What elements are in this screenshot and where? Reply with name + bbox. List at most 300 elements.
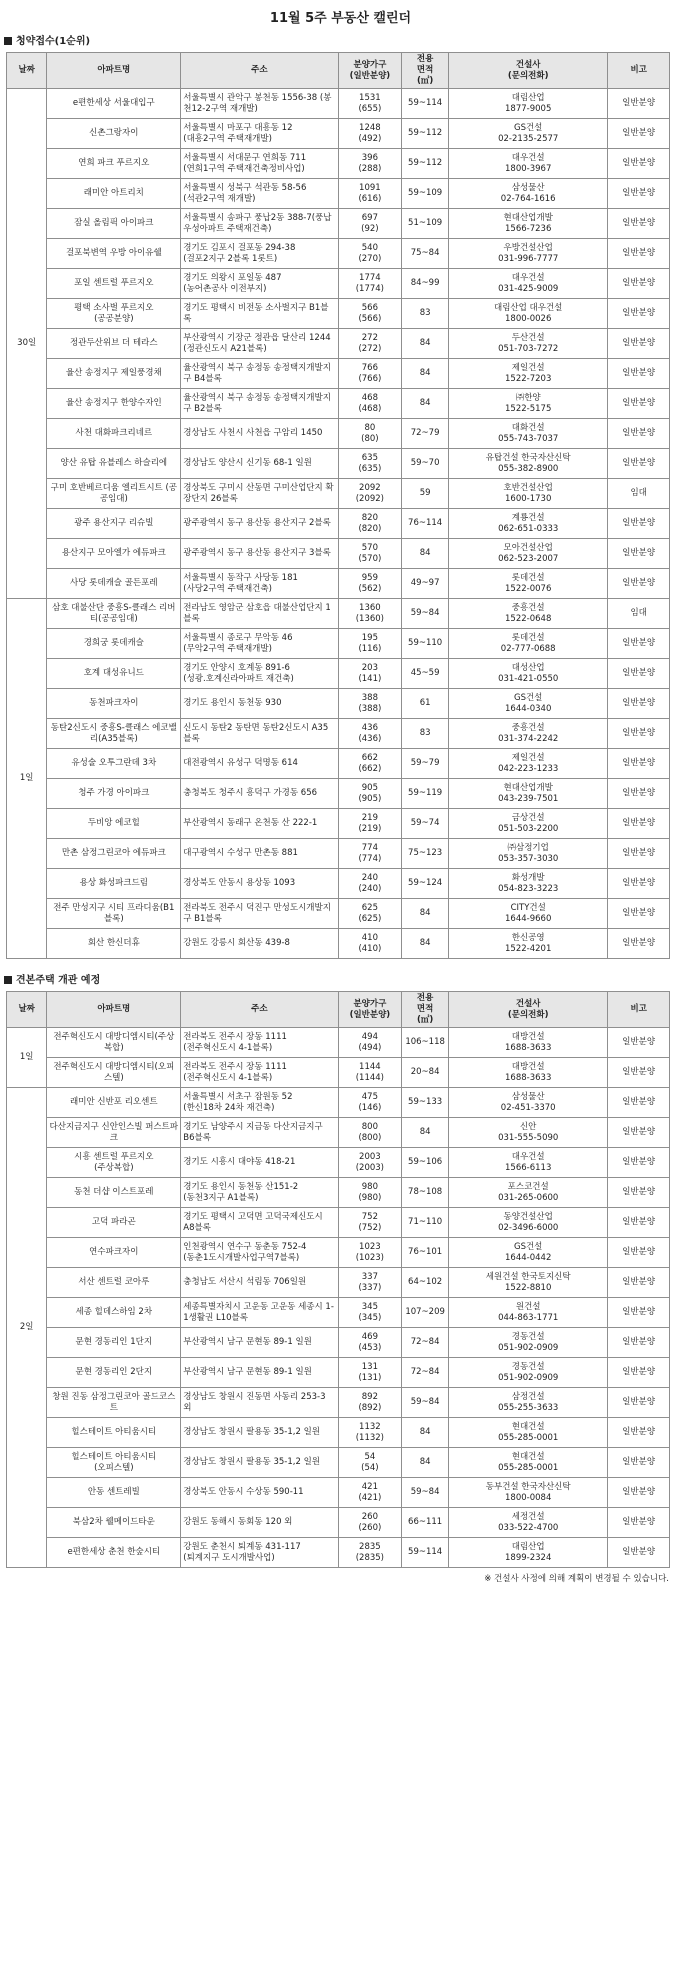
note-cell: 일반분양 bbox=[608, 419, 670, 449]
builder-cell: 세원건설 한국토지신탁 1522-8810 bbox=[449, 1268, 608, 1298]
header-note: 비고 bbox=[608, 992, 670, 1028]
header-builder: 건설사 (문의전화) bbox=[449, 992, 608, 1028]
area-cell: 84 bbox=[402, 1418, 449, 1448]
model-house-table bbox=[6, 991, 670, 1568]
builder-cell: 한신공영 1522-4201 bbox=[449, 929, 608, 959]
area-cell: 59~112 bbox=[402, 149, 449, 179]
apt-cell: 동천파크자이 bbox=[47, 689, 181, 719]
addr-cell: 율산광역시 북구 송정동 송정택지개발지구 B2블록 bbox=[181, 389, 338, 419]
table-row bbox=[7, 1208, 670, 1238]
note-cell: 일반분양 bbox=[608, 1178, 670, 1208]
apt-cell: 동천 더샵 이스트포레 bbox=[47, 1178, 181, 1208]
note-cell: 일반분양 bbox=[608, 1358, 670, 1388]
builder-cell: 대우건설 031-425-9009 bbox=[449, 269, 608, 299]
apt-cell: 힐스테이트 아티움시티 (오피스텔) bbox=[47, 1448, 181, 1478]
builder-cell: 모아건설산업 062-523-2007 bbox=[449, 539, 608, 569]
area-cell: 59 bbox=[402, 479, 449, 509]
table-row bbox=[7, 1358, 670, 1388]
units-cell: 820 (820) bbox=[338, 509, 402, 539]
note-cell: 일반분양 bbox=[608, 329, 670, 359]
units-cell: 469 (453) bbox=[338, 1328, 402, 1358]
units-cell: 396 (288) bbox=[338, 149, 402, 179]
builder-cell: 대우건설 1800-3967 bbox=[449, 149, 608, 179]
units-cell: 540 (270) bbox=[338, 239, 402, 269]
units-cell: 436 (436) bbox=[338, 719, 402, 749]
addr-cell: 세종특별자치시 고운동 고운동 세종시 1-1생활권 L10블록 bbox=[181, 1298, 338, 1328]
note-cell: 일반분양 bbox=[608, 89, 670, 119]
date-cell: 2일 bbox=[7, 1088, 47, 1568]
builder-cell: 원건설 044-863-1771 bbox=[449, 1298, 608, 1328]
units-cell: 260 (260) bbox=[338, 1508, 402, 1538]
header-area: 전용 면적 (㎡) bbox=[402, 53, 449, 89]
table-row bbox=[7, 569, 670, 599]
builder-cell: 세정건설 033-522-4700 bbox=[449, 1508, 608, 1538]
area-cell: 84 bbox=[402, 389, 449, 419]
table-row bbox=[7, 1238, 670, 1268]
area-cell: 59~110 bbox=[402, 629, 449, 659]
apt-cell: e편한세상 춘천 한숲시티 bbox=[47, 1538, 181, 1568]
table-row bbox=[7, 119, 670, 149]
addr-cell: 서울특별시 서초구 잠원동 52 (한신18차 24차 재건축) bbox=[181, 1088, 338, 1118]
area-cell: 64~102 bbox=[402, 1268, 449, 1298]
area-cell: 59~70 bbox=[402, 449, 449, 479]
section1-heading: 청약접수(1순위) bbox=[0, 32, 681, 52]
note-cell: 일반분양 bbox=[608, 1478, 670, 1508]
addr-cell: 서울특별시 송파구 풍납2동 388-7(풍납우성아파트 주택재건축) bbox=[181, 209, 338, 239]
units-cell: 421 (421) bbox=[338, 1478, 402, 1508]
area-cell: 59~84 bbox=[402, 1388, 449, 1418]
area-cell: 75~123 bbox=[402, 839, 449, 869]
units-cell: 1023 (1023) bbox=[338, 1238, 402, 1268]
builder-cell: 롯데건설 02-777-0688 bbox=[449, 629, 608, 659]
header-builder: 건설사 (문의전화) bbox=[449, 53, 608, 89]
apt-cell: 유성술 오투그란데 3차 bbox=[47, 749, 181, 779]
units-cell: 468 (468) bbox=[338, 389, 402, 419]
note-cell: 일반분양 bbox=[608, 179, 670, 209]
table-row bbox=[7, 419, 670, 449]
builder-cell: 대림산업 1877-9005 bbox=[449, 89, 608, 119]
area-cell: 84~99 bbox=[402, 269, 449, 299]
area-cell: 76~114 bbox=[402, 509, 449, 539]
header-addr: 주소 bbox=[181, 53, 338, 89]
apt-cell: 양산 유탑 유블레스 하슬리에 bbox=[47, 449, 181, 479]
units-cell: 625 (625) bbox=[338, 899, 402, 929]
note-cell: 일반분양 bbox=[608, 1208, 670, 1238]
units-cell: 219 (219) bbox=[338, 809, 402, 839]
addr-cell: 충청남도 서산시 석림동 706일원 bbox=[181, 1268, 338, 1298]
date-cell: 1일 bbox=[7, 599, 47, 959]
note-cell: 일반분양 bbox=[608, 1508, 670, 1538]
addr-cell: 서울특별시 종로구 무악동 46 (무악2구역 주택재개발) bbox=[181, 629, 338, 659]
builder-cell: ㈜한양 1522-5175 bbox=[449, 389, 608, 419]
note-cell: 일반분양 bbox=[608, 839, 670, 869]
addr-cell: 율산광역시 북구 송정동 송정택지개발지구 B4블록 bbox=[181, 359, 338, 389]
table-row bbox=[7, 539, 670, 569]
apt-cell: 서산 센트럴 코아루 bbox=[47, 1268, 181, 1298]
apt-cell: 두비앙 에코힐 bbox=[47, 809, 181, 839]
units-cell: 980 (980) bbox=[338, 1178, 402, 1208]
table-row bbox=[7, 209, 670, 239]
addr-cell: 강원도 동해시 동회동 120 외 bbox=[181, 1508, 338, 1538]
addr-cell: 부산광역시 동래구 온천동 산 222-1 bbox=[181, 809, 338, 839]
addr-cell: 경기도 용인시 동천동 930 bbox=[181, 689, 338, 719]
table-row bbox=[7, 899, 670, 929]
units-cell: 80 (80) bbox=[338, 419, 402, 449]
apt-cell: 문현 경동리인 2단지 bbox=[47, 1358, 181, 1388]
builder-cell: 포스코건설 031-265-0600 bbox=[449, 1178, 608, 1208]
note-cell: 일반분양 bbox=[608, 569, 670, 599]
apt-cell: 사당 롯데캐슬 골든포레 bbox=[47, 569, 181, 599]
units-cell: 345 (345) bbox=[338, 1298, 402, 1328]
header-apt: 아파트명 bbox=[47, 992, 181, 1028]
apt-cell: 걸포북변역 우방 아이유쉘 bbox=[47, 239, 181, 269]
table-row bbox=[7, 1088, 670, 1118]
addr-cell: 경기도 남양주시 지금동 다산지금지구 B6블록 bbox=[181, 1118, 338, 1148]
units-cell: 240 (240) bbox=[338, 869, 402, 899]
table-row bbox=[7, 1178, 670, 1208]
builder-cell: 화성개발 054-823-3223 bbox=[449, 869, 608, 899]
units-cell: 475 (146) bbox=[338, 1088, 402, 1118]
units-cell: 635 (635) bbox=[338, 449, 402, 479]
note-cell: 임대 bbox=[608, 599, 670, 629]
addr-cell: 전라북도 전주시 장동 1111 (전주혁신도시 4-1블록) bbox=[181, 1058, 338, 1088]
header-date: 날짜 bbox=[7, 53, 47, 89]
note-cell: 일반분양 bbox=[608, 1298, 670, 1328]
builder-cell: CITY건설 1644-9660 bbox=[449, 899, 608, 929]
units-cell: 337 (337) bbox=[338, 1268, 402, 1298]
addr-cell: 서울특별시 동작구 사당동 181 (사당2구역 주택재건축) bbox=[181, 569, 338, 599]
addr-cell: 광주광역시 동구 용산동 용산지구 2블록 bbox=[181, 509, 338, 539]
units-cell: 570 (570) bbox=[338, 539, 402, 569]
builder-cell: 대림산업 대우건설 1800-0026 bbox=[449, 299, 608, 329]
table-row bbox=[7, 1478, 670, 1508]
units-cell: 2835 (2835) bbox=[338, 1538, 402, 1568]
area-cell: 59~124 bbox=[402, 869, 449, 899]
area-cell: 71~110 bbox=[402, 1208, 449, 1238]
note-cell: 일반분양 bbox=[608, 1088, 670, 1118]
apt-cell: 광주 용산지구 리슈빌 bbox=[47, 509, 181, 539]
apt-cell: 회산 한신더휴 bbox=[47, 929, 181, 959]
area-cell: 59~112 bbox=[402, 119, 449, 149]
area-cell: 59~79 bbox=[402, 749, 449, 779]
area-cell: 84 bbox=[402, 359, 449, 389]
note-cell: 일반분양 bbox=[608, 719, 670, 749]
addr-cell: 경상남도 창원시 팔용동 35-1,2 일원 bbox=[181, 1448, 338, 1478]
builder-cell: 대화건설 055-743-7037 bbox=[449, 419, 608, 449]
apt-cell: 용상 화성파크드림 bbox=[47, 869, 181, 899]
table-row bbox=[7, 749, 670, 779]
area-cell: 20~84 bbox=[402, 1058, 449, 1088]
builder-cell: 현대건설 055-285-0001 bbox=[449, 1448, 608, 1478]
table-row bbox=[7, 659, 670, 689]
builder-cell: 대우건설 1566-6113 bbox=[449, 1148, 608, 1178]
addr-cell: 강원도 강릉시 회산동 439-8 bbox=[181, 929, 338, 959]
table-row bbox=[7, 629, 670, 659]
note-cell: 일반분양 bbox=[608, 1148, 670, 1178]
area-cell: 45~59 bbox=[402, 659, 449, 689]
apt-cell: 북삼2차 웰메이드타운 bbox=[47, 1508, 181, 1538]
note-cell: 일반분양 bbox=[608, 1328, 670, 1358]
addr-cell: 경상남도 양산시 신기동 68-1 일원 bbox=[181, 449, 338, 479]
area-cell: 83 bbox=[402, 299, 449, 329]
note-cell: 일반분양 bbox=[608, 509, 670, 539]
area-cell: 76~101 bbox=[402, 1238, 449, 1268]
table-row bbox=[7, 1448, 670, 1478]
builder-cell: 제일건설 1522-7203 bbox=[449, 359, 608, 389]
apt-cell: 연수파크자이 bbox=[47, 1238, 181, 1268]
apt-cell: e편한세상 서울대입구 bbox=[47, 89, 181, 119]
builder-cell: 대방건설 1688-3633 bbox=[449, 1058, 608, 1088]
footnote: ※ 건설사 사정에 의해 계획이 변경될 수 있습니다. bbox=[484, 1574, 669, 1584]
section2-heading: 견본주택 개관 예정 bbox=[0, 971, 681, 991]
area-cell: 78~108 bbox=[402, 1178, 449, 1208]
builder-cell: 우방건설산업 031-996-7777 bbox=[449, 239, 608, 269]
area-cell: 107~209 bbox=[402, 1298, 449, 1328]
note-cell: 일반분양 bbox=[608, 1028, 670, 1058]
addr-cell: 신도시 동탄2 동탄면 동탄2신도시 A35블록 bbox=[181, 719, 338, 749]
builder-cell: GS건설 02-2135-2577 bbox=[449, 119, 608, 149]
builder-cell: 삼성물산 02-764-1616 bbox=[449, 179, 608, 209]
note-cell: 일반분양 bbox=[608, 629, 670, 659]
builder-cell: ㈜삼정기업 053-357-3030 bbox=[449, 839, 608, 869]
units-cell: 892 (892) bbox=[338, 1388, 402, 1418]
table-row bbox=[7, 449, 670, 479]
note-cell: 일반분양 bbox=[608, 869, 670, 899]
area-cell: 84 bbox=[402, 539, 449, 569]
units-cell: 752 (752) bbox=[338, 1208, 402, 1238]
builder-cell: 계룡건설 062-651-0333 bbox=[449, 509, 608, 539]
note-cell: 일반분양 bbox=[608, 689, 670, 719]
note-cell: 일반분양 bbox=[608, 239, 670, 269]
table-row bbox=[7, 839, 670, 869]
area-cell: 59~109 bbox=[402, 179, 449, 209]
table-row bbox=[7, 269, 670, 299]
addr-cell: 경상북도 구미시 산동면 구미산업단지 확장단지 26블록 bbox=[181, 479, 338, 509]
units-cell: 1144 (1144) bbox=[338, 1058, 402, 1088]
builder-cell: 신안 031-555-5090 bbox=[449, 1118, 608, 1148]
builder-cell: 삼성물산 02-451-3370 bbox=[449, 1088, 608, 1118]
addr-cell: 전라남도 영암군 삼호읍 대불산업단지 1블록 bbox=[181, 599, 338, 629]
table-row bbox=[7, 599, 670, 629]
units-cell: 905 (905) bbox=[338, 779, 402, 809]
addr-cell: 경상남도 사천시 사천읍 구암리 1450 bbox=[181, 419, 338, 449]
units-cell: 800 (800) bbox=[338, 1118, 402, 1148]
builder-cell: 동부건설 한국자산신탁 1800-0084 bbox=[449, 1478, 608, 1508]
area-cell: 106~118 bbox=[402, 1028, 449, 1058]
addr-cell: 광주광역시 동구 용산동 용산지구 3블록 bbox=[181, 539, 338, 569]
units-cell: 697 (92) bbox=[338, 209, 402, 239]
note-cell: 일반분양 bbox=[608, 929, 670, 959]
addr-cell: 강원도 춘천시 퇴계동 431-117 (퇴계지구 도시개발사업) bbox=[181, 1538, 338, 1568]
note-cell: 일반분양 bbox=[608, 779, 670, 809]
apt-cell: 창원 진동 삼정그린코아 골드코스트 bbox=[47, 1388, 181, 1418]
note-cell: 일반분양 bbox=[608, 1118, 670, 1148]
apt-cell: 래미안 아트리치 bbox=[47, 179, 181, 209]
addr-cell: 경상남도 창원시 팔용동 35-1,2 일원 bbox=[181, 1418, 338, 1448]
area-cell: 84 bbox=[402, 1448, 449, 1478]
apt-cell: 청주 가경 아이파크 bbox=[47, 779, 181, 809]
builder-cell: 대림산업 1899-2324 bbox=[449, 1538, 608, 1568]
apt-cell: 세종 힐데스하임 2차 bbox=[47, 1298, 181, 1328]
apt-cell: 다산지금지구 신안인스빌 퍼스트파크 bbox=[47, 1118, 181, 1148]
units-cell: 2092 (2092) bbox=[338, 479, 402, 509]
table-row bbox=[7, 89, 670, 119]
area-cell: 84 bbox=[402, 899, 449, 929]
area-cell: 83 bbox=[402, 719, 449, 749]
area-cell: 59~133 bbox=[402, 1088, 449, 1118]
units-cell: 494 (494) bbox=[338, 1028, 402, 1058]
area-cell: 59~84 bbox=[402, 599, 449, 629]
table-row bbox=[7, 179, 670, 209]
apt-cell: 만촌 삼정그린코아 에듀파크 bbox=[47, 839, 181, 869]
addr-cell: 서울특별시 서대문구 연희동 711 (연희1구역 주택재건축정비사업) bbox=[181, 149, 338, 179]
addr-cell: 대구광역시 수성구 만촌동 881 bbox=[181, 839, 338, 869]
table-row bbox=[7, 329, 670, 359]
builder-cell: GS건설 1644-0340 bbox=[449, 689, 608, 719]
addr-cell: 서울특별시 관악구 봉천동 1556-38 (봉천12-2구역 재개발) bbox=[181, 89, 338, 119]
table-row bbox=[7, 1058, 670, 1088]
addr-cell: 서울특별시 마포구 대흥동 12 (대흥2구역 주택재개발) bbox=[181, 119, 338, 149]
square-bullet-icon bbox=[4, 976, 12, 984]
table-row bbox=[7, 779, 670, 809]
note-cell: 일반분양 bbox=[608, 149, 670, 179]
note-cell: 일반분양 bbox=[608, 1448, 670, 1478]
table-row bbox=[7, 1118, 670, 1148]
table-row bbox=[7, 239, 670, 269]
note-cell: 일반분양 bbox=[608, 269, 670, 299]
header-date: 날짜 bbox=[7, 992, 47, 1028]
units-cell: 1774 (1774) bbox=[338, 269, 402, 299]
area-cell: 61 bbox=[402, 689, 449, 719]
table-row bbox=[7, 1328, 670, 1358]
addr-cell: 부산광역시 기장군 정관읍 달산리 1244 (정관신도시 A21블록) bbox=[181, 329, 338, 359]
addr-cell: 부산광역시 남구 문현동 89-1 일원 bbox=[181, 1328, 338, 1358]
date-cell: 1일 bbox=[7, 1028, 47, 1088]
addr-cell: 경기도 김포시 걸포동 294-38 (걸포2지구 2블록 1롯트) bbox=[181, 239, 338, 269]
addr-cell: 경기도 의왕시 포일동 487 (농어촌공사 이전부지) bbox=[181, 269, 338, 299]
apt-cell: 동탄2신도시 중흥S-클래스 에코밸리(A35블록) bbox=[47, 719, 181, 749]
builder-cell: 중흥건설 031-374-2242 bbox=[449, 719, 608, 749]
apt-cell: 래미안 신반포 리오센트 bbox=[47, 1088, 181, 1118]
area-cell: 75~84 bbox=[402, 239, 449, 269]
units-cell: 131 (131) bbox=[338, 1358, 402, 1388]
units-cell: 203 (141) bbox=[338, 659, 402, 689]
addr-cell: 대전광역시 유성구 덕명동 614 bbox=[181, 749, 338, 779]
header-addr: 주소 bbox=[181, 992, 338, 1028]
table-row bbox=[7, 479, 670, 509]
builder-cell: 현대건설 055-285-0001 bbox=[449, 1418, 608, 1448]
note-cell: 일반분양 bbox=[608, 809, 670, 839]
builder-cell: 경동건설 051-902-0909 bbox=[449, 1358, 608, 1388]
units-cell: 1531 (655) bbox=[338, 89, 402, 119]
note-cell: 일반분양 bbox=[608, 1268, 670, 1298]
builder-cell: 두산건설 051-703-7272 bbox=[449, 329, 608, 359]
table-row bbox=[7, 809, 670, 839]
builder-cell: 삼정건설 055-255-3633 bbox=[449, 1388, 608, 1418]
page-title: 11월 5주 부동산 캘린더 bbox=[269, 11, 412, 26]
area-cell: 66~111 bbox=[402, 1508, 449, 1538]
units-cell: 1248 (492) bbox=[338, 119, 402, 149]
builder-cell: 대성산업 031-421-0550 bbox=[449, 659, 608, 689]
apt-cell: 힐스테이트 아티움시티 bbox=[47, 1418, 181, 1448]
area-cell: 72~84 bbox=[402, 1358, 449, 1388]
note-cell: 일반분양 bbox=[608, 749, 670, 779]
area-cell: 59~119 bbox=[402, 779, 449, 809]
note-cell: 일반분양 bbox=[608, 389, 670, 419]
note-cell: 일반분양 bbox=[608, 209, 670, 239]
table-row bbox=[7, 929, 670, 959]
builder-cell: 롯데건설 1522-0076 bbox=[449, 569, 608, 599]
area-cell: 84 bbox=[402, 929, 449, 959]
apt-cell: 정관두산위브 더 테라스 bbox=[47, 329, 181, 359]
addr-cell: 경상남도 창원시 진동면 사동리 253-3 외 bbox=[181, 1388, 338, 1418]
area-cell: 84 bbox=[402, 329, 449, 359]
addr-cell: 경상북도 안동시 수상동 590-11 bbox=[181, 1478, 338, 1508]
area-cell: 59~106 bbox=[402, 1148, 449, 1178]
apt-cell: 경희궁 롯데캐슬 bbox=[47, 629, 181, 659]
note-cell: 일반분양 bbox=[608, 449, 670, 479]
date-cell: 30일 bbox=[7, 89, 47, 599]
builder-cell: 현대산업개발 043-239-7501 bbox=[449, 779, 608, 809]
apt-cell: 안동 센트레빌 bbox=[47, 1478, 181, 1508]
apt-cell: 잠실 올림픽 아이파크 bbox=[47, 209, 181, 239]
note-cell: 임대 bbox=[608, 479, 670, 509]
apt-cell: 용산지구 모아엘가 에듀파크 bbox=[47, 539, 181, 569]
units-cell: 774 (774) bbox=[338, 839, 402, 869]
addr-cell: 경상북도 안동시 용상동 1093 bbox=[181, 869, 338, 899]
units-cell: 959 (562) bbox=[338, 569, 402, 599]
table-row bbox=[7, 1028, 670, 1058]
area-cell: 59~114 bbox=[402, 89, 449, 119]
header-apt: 아파트명 bbox=[47, 53, 181, 89]
builder-cell: 금상건설 051-503-2200 bbox=[449, 809, 608, 839]
builder-cell: 현대산업개발 1566-7236 bbox=[449, 209, 608, 239]
table-row bbox=[7, 689, 670, 719]
note-cell: 일반분양 bbox=[608, 659, 670, 689]
subscription-table bbox=[6, 52, 670, 959]
apt-cell: 구미 호반베르디움 엘리트시트 (공공임대) bbox=[47, 479, 181, 509]
apt-cell: 호계 대성유니드 bbox=[47, 659, 181, 689]
apt-cell: 전주혁신도시 대방디엠시티(주상복합) bbox=[47, 1028, 181, 1058]
area-cell: 59~74 bbox=[402, 809, 449, 839]
units-cell: 410 (410) bbox=[338, 929, 402, 959]
units-cell: 54 (54) bbox=[338, 1448, 402, 1478]
header-area: 전용 면적 (㎡) bbox=[402, 992, 449, 1028]
note-cell: 일반분양 bbox=[608, 539, 670, 569]
table-row bbox=[7, 389, 670, 419]
table-row bbox=[7, 1268, 670, 1298]
units-cell: 195 (116) bbox=[338, 629, 402, 659]
builder-cell: 제일건설 042-223-1233 bbox=[449, 749, 608, 779]
area-cell: 49~97 bbox=[402, 569, 449, 599]
addr-cell: 경기도 안양시 호계동 891-6 (성광.호계신라아파트 재건축) bbox=[181, 659, 338, 689]
addr-cell: 인천광역시 연수구 동춘동 752-4 (동춘1도시개발사업구역7블록) bbox=[181, 1238, 338, 1268]
table-row bbox=[7, 1418, 670, 1448]
addr-cell: 서울특별시 성북구 석관동 58-56 (석관2구역 재개발) bbox=[181, 179, 338, 209]
builder-cell: 동양건설산업 02-3496-6000 bbox=[449, 1208, 608, 1238]
apt-cell: 전주 만성지구 시티 프라디움(B1블록) bbox=[47, 899, 181, 929]
apt-cell: 포일 센트럴 푸르지오 bbox=[47, 269, 181, 299]
table-row bbox=[7, 869, 670, 899]
builder-cell: 대방건설 1688-3633 bbox=[449, 1028, 608, 1058]
addr-cell: 충청북도 청주시 흥덕구 가경동 656 bbox=[181, 779, 338, 809]
apt-cell: 신촌그랑자이 bbox=[47, 119, 181, 149]
area-cell: 72~84 bbox=[402, 1328, 449, 1358]
table-row bbox=[7, 1388, 670, 1418]
builder-cell: GS건설 1644-0442 bbox=[449, 1238, 608, 1268]
units-cell: 566 (566) bbox=[338, 299, 402, 329]
table-row bbox=[7, 359, 670, 389]
